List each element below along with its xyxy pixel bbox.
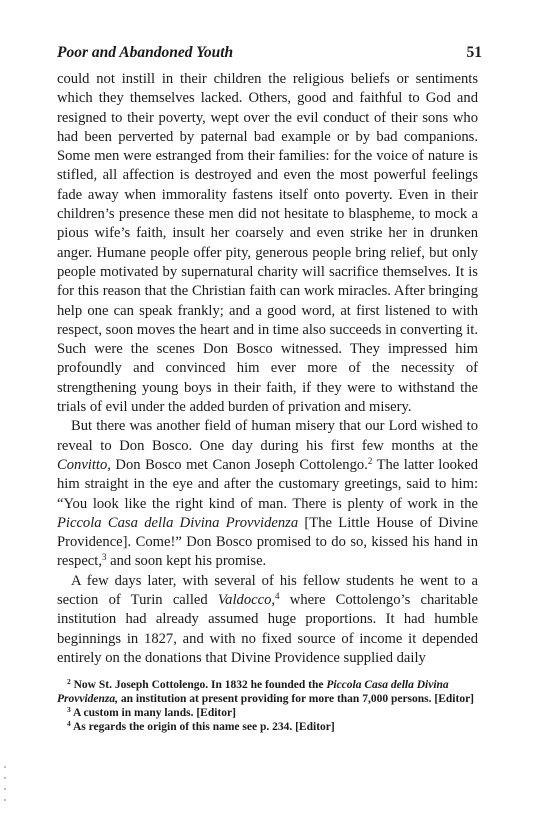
footnote-marker: 4: [275, 591, 280, 602]
body-text: [57, 70, 478, 668]
text-run: As regards the origin of this name see p. 234. [Editor]: [70, 721, 335, 733]
footnotes: [57, 678, 478, 734]
text-run: and soon kept his promise.: [106, 553, 267, 570]
footnote-2: [57, 678, 478, 706]
footnote-4: [57, 720, 478, 734]
text-run: an institution at present providing for more than 7,000 persons. [Editor]: [118, 693, 475, 705]
paragraph-3: [57, 572, 478, 668]
text-run: [The Little House of Divine Providence]. Come!” Don Bosco promised to do so, kissed his hand in respect,: [57, 514, 478, 570]
italic-text: Convitto,: [57, 456, 111, 473]
footnote-3: [57, 706, 478, 720]
page-number: 51: [466, 44, 482, 61]
footnote-marker: 3: [101, 552, 107, 563]
text-run: But there was another field of human misery that our Lord wished to reveal to Don Bosco. One day during his first few months at the: [57, 418, 478, 454]
scan-dot: [4, 766, 6, 768]
scan-dot: [4, 777, 6, 779]
running-title: Poor and Abandoned Youth: [57, 44, 234, 61]
footnote-marker: 4: [67, 719, 71, 728]
text-run: where Cottolengo’s charitable institution had already assumed huge proportions. It had humble beginnings in 1827, and with no fixed source of income it depended entirely on the donations that Divine Providence supplied daily: [57, 592, 478, 666]
italic-text: Piccola Casa della Divina Provvidenza,: [57, 679, 449, 705]
footnote-marker: 2: [367, 455, 373, 466]
scan-dot: [4, 799, 6, 801]
paragraph-1: [57, 70, 478, 417]
text-run: Don Bosco met Canon Joseph Cottolengo.: [110, 456, 368, 473]
text-run: A few days later, with several of his fellow students he went to a section of Turin called: [57, 572, 478, 609]
text-run: Now St. Joseph Cottolengo. In 1832 he founded the: [70, 679, 327, 691]
footnote-marker: 2: [67, 677, 71, 686]
italic-text: Valdocco,: [217, 592, 276, 609]
running-head: [57, 44, 482, 64]
footnote-marker: 3: [67, 705, 71, 714]
text-run: The latter looked him straight in the eye and after the customary greetings, said to him: “You look like the right kind of man. There is plenty of work in the: [57, 456, 478, 512]
text-run: A custom in many lands. [Editor]: [70, 707, 236, 719]
scan-edge-marks: [4, 766, 10, 816]
italic-text: Piccola Casa della Divina Provvidenza: [57, 514, 299, 531]
paragraph-2: [57, 417, 478, 571]
text-run: could not instill in their children the religious beliefs or sentiments which they themselves lacked. Others, good and faithful to God and resigned to their poverty, wept over the evil conduct of their sons who had been perverted by paternal bad example or by bad companions. Some men were estranged from their families: for the voice of nature is stifled, all affection is destroyed and even the most powerful feelings fade away when immorality fastens itself onto poverty. Even in their children’s presence these men did not hesitate to blaspheme, to mock a pious wife’s faith, insult her coarsely and even strike her in drunken anger. Humane people offer pity, generous people bring relief, but only people motivated by supernatural charity will sacrifice themselves. It is for this reason that the Christian faith can work miracles. After bringing help one can speak frankly; and a good word, at first listened to with respect, soon moves the heart and in time also succeeds in converting it. Such were the scenes Don Bosco witnessed. They impressed him profoundly and convinced him ever more of the necessity of strengthening young boys in their faith, if they were to withstand the trials of evil under the added burden of privation and misery.: [57, 71, 478, 416]
scan-dot: [4, 788, 6, 790]
